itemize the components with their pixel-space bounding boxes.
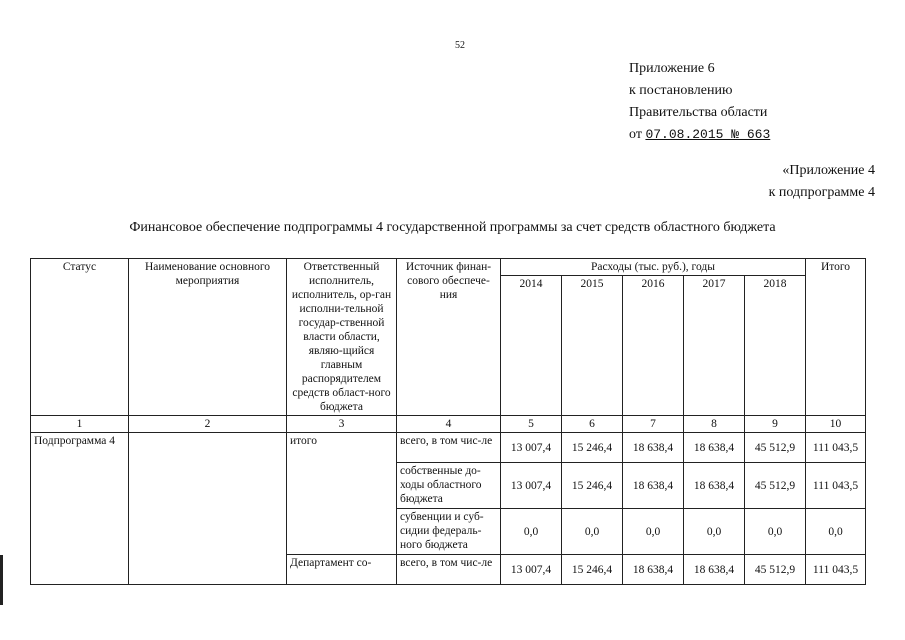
value-cell: 0,0 (623, 509, 684, 555)
header-source: Источник финан-сового обеспече-ния (397, 259, 501, 416)
value-cell: 18 638,4 (684, 433, 745, 463)
appendix-block (629, 58, 770, 146)
column-number: 4 (397, 416, 501, 433)
value-cell: 0,0 (501, 509, 562, 555)
value-cell: 18 638,4 (684, 555, 745, 585)
value-cell: 13 007,4 (501, 433, 562, 463)
header-expenses: Расходы (тыс. руб.), годы (501, 259, 806, 276)
value-cell: 18 638,4 (684, 463, 745, 509)
total-cell: 111 043,5 (806, 555, 866, 585)
column-number: 7 (623, 416, 684, 433)
status-cell: Подпрограмма 4 (31, 433, 129, 585)
value-cell: 15 246,4 (562, 433, 623, 463)
header-year: 2016 (623, 276, 684, 416)
subprogram-appendix-block (769, 160, 875, 204)
header-year: 2017 (684, 276, 745, 416)
column-number: 5 (501, 416, 562, 433)
total-cell: 111 043,5 (806, 433, 866, 463)
source-cell: всего, в том чис-ле (397, 555, 501, 585)
document-title: Финансовое обеспечение подпрограммы 4 государственной программы за счет средств областного бюджета (129, 220, 776, 235)
value-cell: 15 246,4 (562, 555, 623, 585)
total-cell: 0,0 (806, 509, 866, 555)
header-year: 2015 (562, 276, 623, 416)
value-cell: 45 512,9 (745, 463, 806, 509)
date-number: 07.08.2015 № 663 (645, 127, 771, 142)
column-number: 3 (287, 416, 397, 433)
value-cell: 0,0 (684, 509, 745, 555)
column-number: 9 (745, 416, 806, 433)
value-cell: 13 007,4 (501, 555, 562, 585)
header-status: Статус (31, 259, 129, 416)
header-row (31, 259, 866, 276)
source-cell: субвенции и суб-сидии федераль-ного бюджета (397, 509, 501, 555)
value-cell: 45 512,9 (745, 433, 806, 463)
column-number: 6 (562, 416, 623, 433)
table-row (31, 433, 866, 463)
value-cell: 15 246,4 (562, 463, 623, 509)
value-cell: 18 638,4 (623, 463, 684, 509)
total-cell: 111 043,5 (806, 463, 866, 509)
column-number: 1 (31, 416, 129, 433)
date-prefix: от (629, 127, 642, 142)
appendix-line: Приложение 6 (629, 61, 715, 76)
header-name: Наименование основного мероприятия (129, 259, 287, 416)
value-cell: 18 638,4 (623, 433, 684, 463)
finance-table (30, 258, 866, 585)
value-cell: 18 638,4 (623, 555, 684, 585)
column-number: 10 (806, 416, 866, 433)
header-year: 2014 (501, 276, 562, 416)
scan-edge-mark (0, 555, 3, 605)
column-number: 2 (129, 416, 287, 433)
value-cell: 0,0 (745, 509, 806, 555)
executor-cell: Департамент со- (287, 555, 397, 585)
source-cell: всего, в том чис-ле (397, 433, 501, 463)
header-executor: Ответственный исполнитель, исполнитель, ор-ган исполни-тельной государ-ственной власти области, являю-щийся главным распорядителем средств област-ного бюджета (287, 259, 397, 416)
appendix-line: Правительства области (629, 105, 768, 120)
header-year: 2018 (745, 276, 806, 416)
appendix-date-line (629, 124, 770, 146)
value-cell: 0,0 (562, 509, 623, 555)
name-cell (129, 433, 287, 585)
column-number: 8 (684, 416, 745, 433)
appendix-line: «Приложение 4 (782, 163, 875, 178)
appendix-line: к постановлению (629, 83, 733, 98)
header-total: Итого (806, 259, 866, 416)
appendix-line: к подпрограмме 4 (768, 185, 875, 200)
source-cell: собственные до-ходы областного бюджета (397, 463, 501, 509)
page-number: 52 (455, 40, 465, 51)
executor-cell: итого (287, 433, 397, 555)
column-number-row (31, 416, 866, 433)
value-cell: 45 512,9 (745, 555, 806, 585)
value-cell: 13 007,4 (501, 463, 562, 509)
